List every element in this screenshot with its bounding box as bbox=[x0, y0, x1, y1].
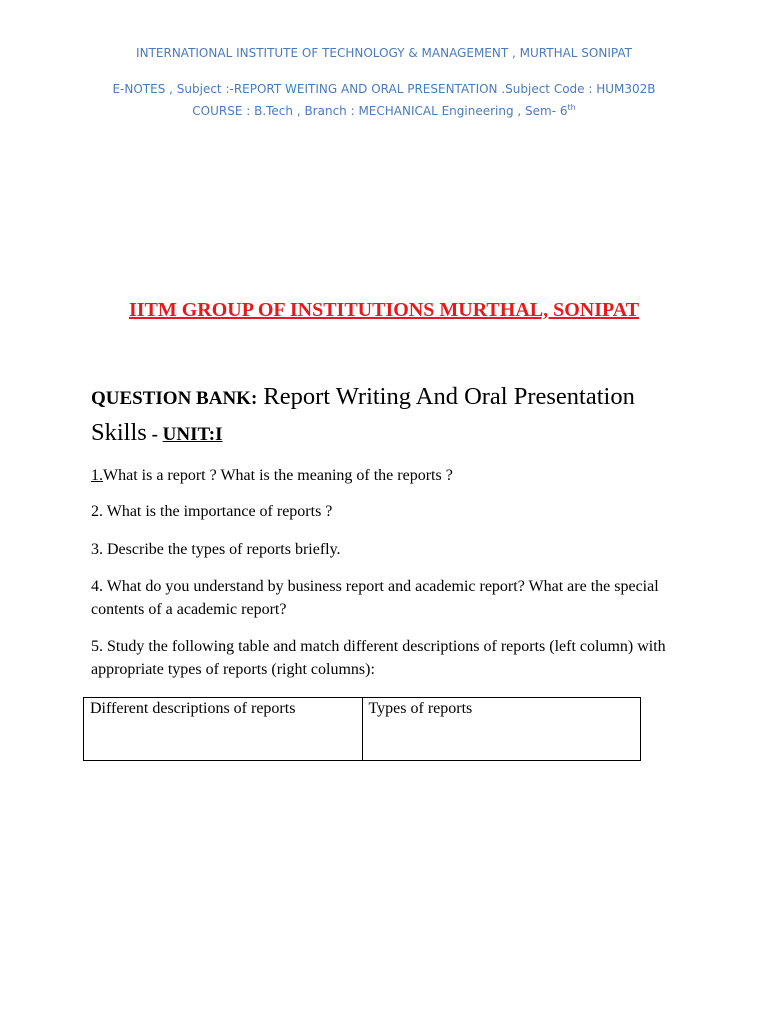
match-table-header-row bbox=[84, 698, 641, 761]
match-table bbox=[83, 697, 641, 761]
org-title: IITM GROUP OF INSTITUTIONS MURTHAL, SONIPAT bbox=[128, 299, 640, 321]
question-bank-unit: UNIT:I bbox=[162, 424, 223, 445]
header-course bbox=[0, 104, 768, 118]
question-3: 3. Describe the types of reports briefly. bbox=[91, 541, 341, 558]
match-table-col-types: Types of reports bbox=[362, 698, 641, 761]
question-1-text: What is a report ? What is the meaning of the reports ? bbox=[103, 467, 453, 484]
question-bank-title: Report Writing And Oral Presentation Skills bbox=[91, 383, 635, 446]
question-1-number: 1. bbox=[91, 467, 103, 484]
question-bank-label: QUESTION BANK: bbox=[91, 388, 258, 409]
question-1 bbox=[91, 464, 681, 487]
header-course-text: COURSE : B.Tech , Branch : MECHANICAL Engineering , Sem- 6 bbox=[192, 104, 568, 118]
header-subject: E-NOTES , Subject :-REPORT WEITING AND ORAL PRESENTATION .Subject Code : HUM302B bbox=[112, 82, 656, 96]
question-2: 2. What is the importance of reports ? bbox=[91, 503, 333, 520]
header-course-sup: th bbox=[567, 103, 576, 112]
header-institute: INTERNATIONAL INSTITUTE OF TECHNOLOGY & MANAGEMENT , MURTHAL SONIPAT bbox=[136, 46, 632, 60]
question-4: 4. What do you understand by business report and academic report? What are the special contents of a academic report? bbox=[91, 578, 659, 618]
question-bank-heading bbox=[91, 380, 691, 452]
question-bank-dash: - bbox=[146, 424, 163, 445]
question-5: 5. Study the following table and match different descriptions of reports (left column) with appropriate types of reports (right columns): bbox=[91, 638, 666, 678]
match-table-col-descriptions: Different descriptions of reports bbox=[84, 698, 363, 761]
